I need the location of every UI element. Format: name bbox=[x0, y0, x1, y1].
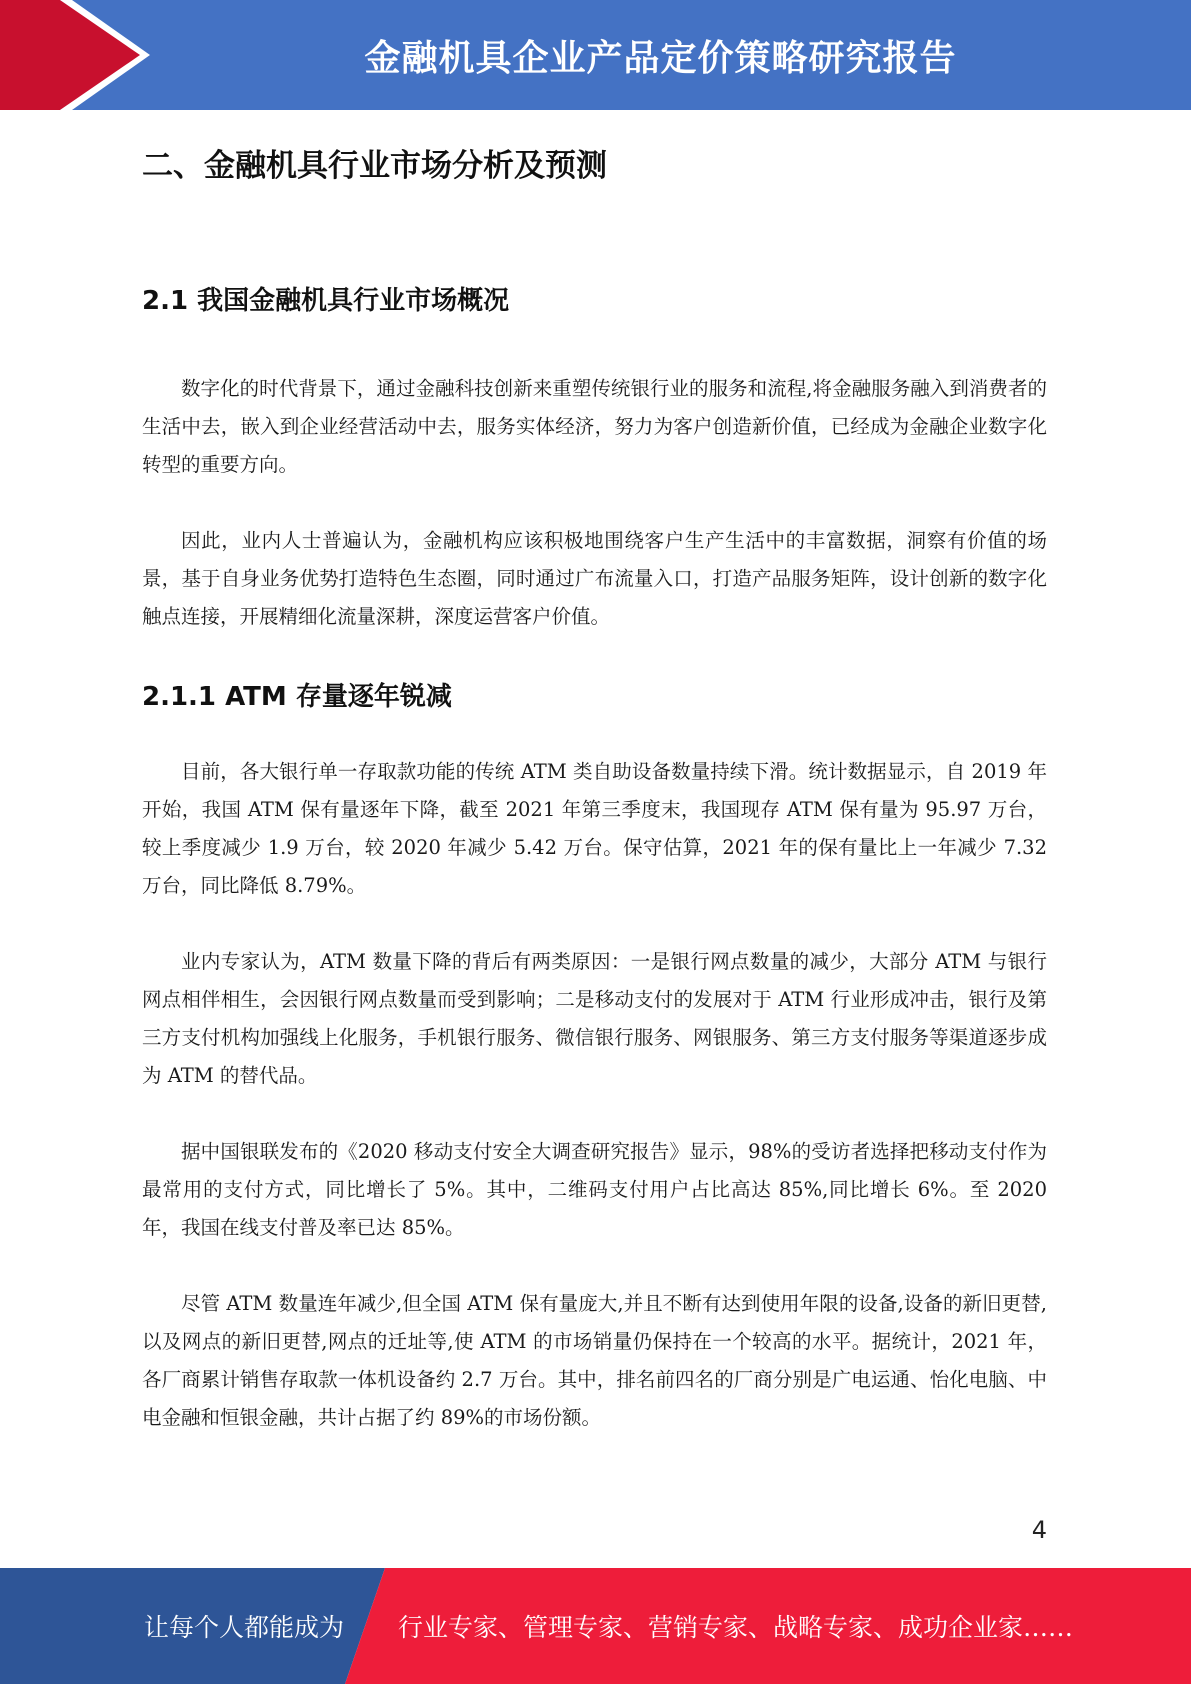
footer-slogan-roles: 行业专家、管理专家、营销专家、战略专家、成功企业家…… bbox=[398, 1613, 1074, 1642]
report-title: 金融机具企业产品定价策略研究报告 bbox=[364, 37, 957, 79]
section-heading: 二、金融机具行业市场分析及预测 bbox=[142, 148, 607, 184]
paragraph: 业内专家认为，ATM 数量下降的背后有两类原因：一是银行网点数量的减少，大部分 ATM 与银行网点相伴相生，会因银行网点数量而受到影响；二是移动支付的发展对于 ATM 行业形成冲击，银行及第三方支付机构加强线上化服务，手机银行服务、微信银行服务、网银服务、第三方支付服务等渠道逐步成为 ATM 的替代品。 bbox=[142, 950, 1047, 1087]
subsection-heading-2-1: 2.1 我国金融机具行业市场概况 bbox=[142, 286, 510, 316]
paragraph: 因此，业内人士普遍认为，金融机构应该积极地围绕客户生产生活中的丰富数据，洞察有价值的场景，基于自身业务优势打造特色生态圈，同时通过广布流量入口，打造产品服务矩阵，设计创新的数字化触点连接，开展精细化流量深耕，深度运营客户价值。 bbox=[142, 529, 1047, 628]
page-header-band bbox=[0, 0, 1191, 110]
paragraph: 尽管 ATM 数量连年减少,但全国 ATM 保有量庞大,并且不断有达到使用年限的设备,设备的新旧更替,以及网点的新旧更替,网点的迁址等,使 ATM 的市场销量仍保持在一个较高的水平。据统计，2021 年，各厂商累计销售存取款一体机设备约 2.7 万台。其中，排名前四名的厂商分别是广电运通、怡化电脑、中电金融和恒银金融，共计占据了约 89%的市场份额。 bbox=[142, 1292, 1047, 1429]
header-chevron-decoration bbox=[0, 0, 150, 110]
page-number: 4 bbox=[1031, 1516, 1047, 1544]
paragraph: 数字化的时代背景下，通过金融科技创新来重塑传统银行业的服务和流程,将金融服务融入到消费者的生活中去，嵌入到企业经营活动中去，服务实体经济，努力为客户创造新价值，已经成为金融企业数字化转型的重要方向。 bbox=[142, 377, 1047, 476]
subsection-heading-2-1-1: 2.1.1 ATM 存量逐年锐减 bbox=[142, 682, 452, 712]
paragraph: 据中国银联发布的《2020 移动支付安全大调查研究报告》显示，98%的受访者选择把移动支付作为最常用的支付方式，同比增长了 5%。其中，二维码支付用户占比高达 85%,同比增长 6%。至 2020 年，我国在线支付普及率已达 85%。 bbox=[142, 1140, 1047, 1239]
paragraph: 目前，各大银行单一存取款功能的传统 ATM 类自助设备数量持续下滑。统计数据显示，自 2019 年开始，我国 ATM 保有量逐年下降，截至 2021 年第三季度末，我国现存 ATM 保有量为 95.97 万台，较上季度减少 1.9 万台，较 2020 年减少 5.42 万台。保守估算，2021 年的保有量比上一年减少 7.32 万台，同比降低 8.79%。 bbox=[142, 760, 1047, 897]
footer-slogan-lead: 让每个人都能成为 bbox=[144, 1613, 345, 1642]
page-footer-band bbox=[0, 1568, 1191, 1684]
